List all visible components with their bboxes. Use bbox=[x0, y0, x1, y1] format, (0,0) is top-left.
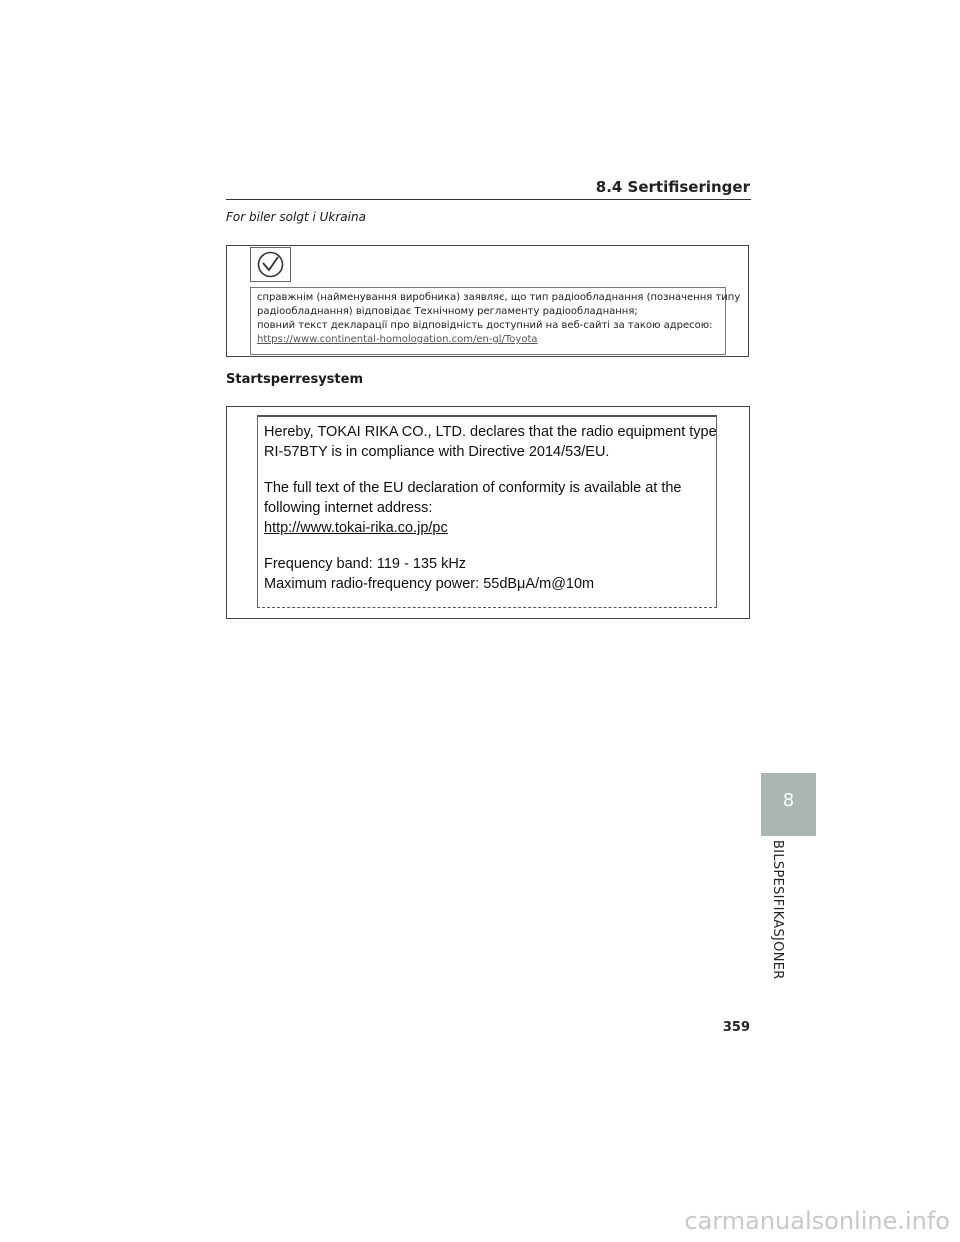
watermark-text: carmanualsonline.info bbox=[684, 1207, 950, 1235]
section-title: 8.4 Sertifiseringer bbox=[595, 178, 750, 196]
max-power-text: Maximum radio-frequency power: 55dBμA/m@10m bbox=[264, 576, 595, 592]
immobilizer-line-4: following internet address: bbox=[264, 500, 433, 516]
frequency-band-text: Frequency band: 119 - 135 kHz bbox=[264, 556, 467, 572]
subheading-immobilizer: Startsperresystem bbox=[226, 372, 364, 387]
ukraine-line-2: радіообладнання) відповідає Технічному регламенту радіообладнання; bbox=[257, 306, 638, 317]
page-number: 359 bbox=[722, 1020, 750, 1035]
ukraine-line-1: справжнім (найменування виробника) заявляє, що тип радіообладнання (позначення типу bbox=[257, 292, 741, 303]
intro-text: For biler solgt i Ukraina bbox=[226, 210, 366, 224]
chapter-label: BILSPESIFIKASJONER bbox=[770, 840, 785, 980]
immobilizer-label bbox=[257, 415, 717, 608]
immobilizer-line-2: RI-57BTY is in compliance with Directive 2014/53/EU. bbox=[264, 444, 610, 460]
chapter-number: 8 bbox=[782, 790, 795, 811]
immobilizer-line-3: The full text of the EU declaration of conformity is available at the bbox=[264, 480, 682, 496]
ukraine-line-3: повний текст декларації про відповідність доступний на веб-сайті за такою адресою: bbox=[257, 320, 713, 331]
tokai-rika-url-link[interactable]: http://www.tokai-rika.co.jp/pc bbox=[264, 520, 448, 536]
immobilizer-line-1: Hereby, TOKAI RIKA CO., LTD. declares that the radio equipment type bbox=[264, 424, 717, 440]
header-divider bbox=[226, 199, 751, 200]
ukraine-declaration-text bbox=[250, 287, 741, 355]
ukraine-url-link[interactable]: https://www.continental-homologation.com/en-gl/Toyota bbox=[257, 334, 538, 345]
ukraine-conformity-mark-icon bbox=[250, 247, 291, 282]
